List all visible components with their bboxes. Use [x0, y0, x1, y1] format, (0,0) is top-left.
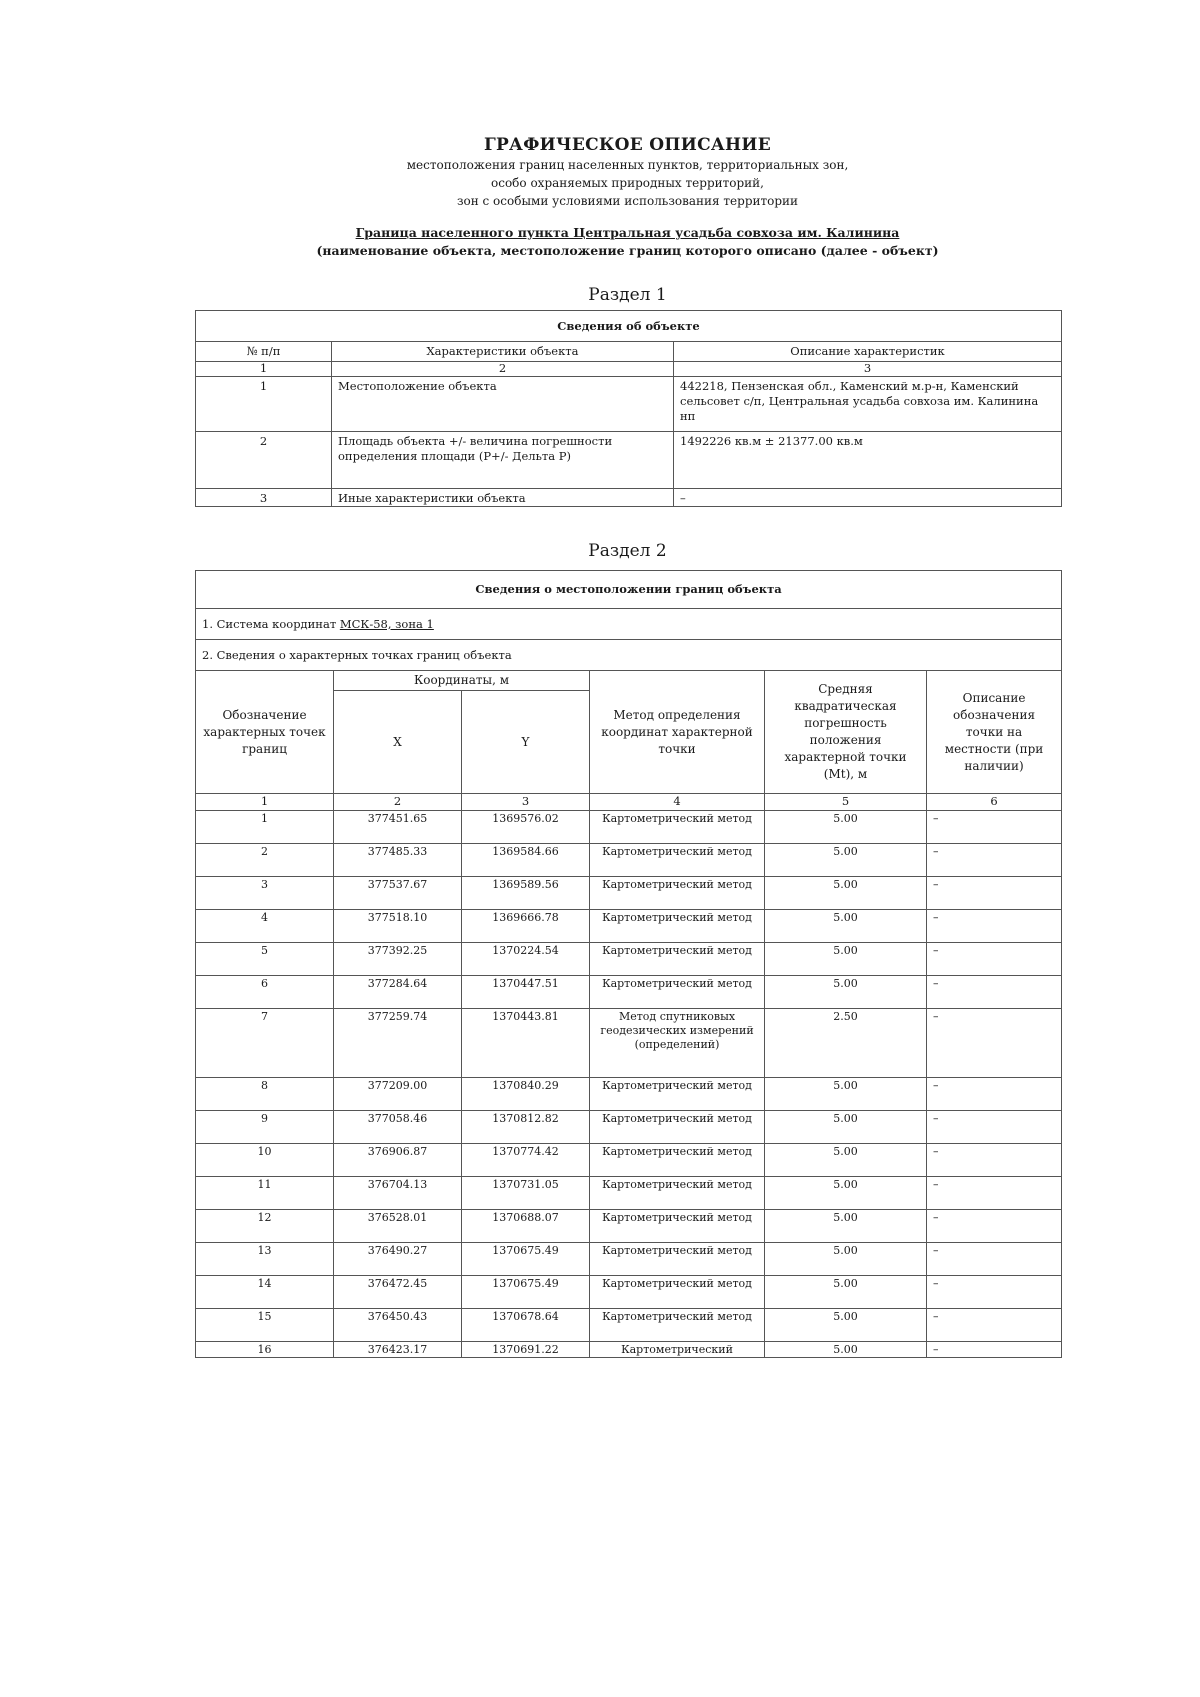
x-coordinate: 377485.33: [334, 844, 462, 877]
method-cell: Картометрический метод: [590, 1210, 765, 1243]
method-cell: Картометрический метод: [590, 943, 765, 976]
column-number: 3: [462, 794, 590, 811]
point-row: [196, 811, 1062, 844]
y-coordinate: 1370443.81: [462, 1009, 590, 1078]
rmse-cell: 5.00: [765, 1243, 927, 1276]
point-id: 2: [196, 844, 334, 877]
column-number: 2: [334, 794, 462, 811]
point-id: 4: [196, 910, 334, 943]
point-id: 11: [196, 1177, 334, 1210]
table-row: [196, 432, 1062, 489]
rmse-cell: 5.00: [765, 877, 927, 910]
method-cell: Картометрический метод: [590, 1177, 765, 1210]
point-row: [196, 910, 1062, 943]
points-title-row: [196, 640, 1062, 671]
table-caption: Сведения об объекте: [196, 311, 1062, 342]
x-coordinate: 377537.67: [334, 877, 462, 910]
rmse-cell: 5.00: [765, 1078, 927, 1111]
x-coordinate: 377259.74: [334, 1009, 462, 1078]
points-body: [196, 811, 1062, 1358]
x-coordinate: 377518.10: [334, 910, 462, 943]
x-coordinate: 377058.46: [334, 1111, 462, 1144]
y-coordinate: 1370678.64: [462, 1309, 590, 1342]
column-number-row: [196, 794, 1062, 811]
table-caption-row: [196, 311, 1062, 342]
method-cell: Картометрический метод: [590, 1144, 765, 1177]
point-id: 3: [196, 877, 334, 910]
point-id: 14: [196, 1276, 334, 1309]
points-title: 2. Сведения о характерных точках границ объекта: [196, 640, 1062, 671]
point-id: 13: [196, 1243, 334, 1276]
y-coordinate: 1370731.05: [462, 1177, 590, 1210]
point-description: –: [927, 1078, 1062, 1111]
point-row: [196, 976, 1062, 1009]
x-coordinate: 377451.65: [334, 811, 462, 844]
method-cell: Метод спутниковых геодезических измерений (определений): [590, 1009, 765, 1078]
object-name: Граница населенного пункта Центральная усадьба совхоза им. Калинина: [355, 225, 900, 240]
point-description: –: [927, 1276, 1062, 1309]
table-header-row: [196, 342, 1062, 362]
y-coordinate: 1369589.56: [462, 877, 590, 910]
title-block: [195, 134, 1060, 260]
point-id: 8: [196, 1078, 334, 1111]
point-row: [196, 877, 1062, 910]
row-number: 2: [196, 432, 332, 489]
header-method: Метод определения координат характерной точки: [590, 671, 765, 794]
description-cell: –: [674, 489, 1062, 507]
point-row: [196, 1243, 1062, 1276]
method-cell: Картометрический метод: [590, 844, 765, 877]
method-cell: Картометрический метод: [590, 910, 765, 943]
point-row: [196, 1009, 1062, 1078]
header-coordinates: Координаты, м: [334, 671, 590, 691]
point-description: –: [927, 877, 1062, 910]
y-coordinate: 1370774.42: [462, 1144, 590, 1177]
header-rmse: Средняя квадратическая погрешность положения характерной точки (Mt), м: [765, 671, 927, 794]
boundary-points-table: [195, 570, 1062, 1358]
rmse-cell: 5.00: [765, 943, 927, 976]
y-coordinate: 1370224.54: [462, 943, 590, 976]
point-id: 15: [196, 1309, 334, 1342]
point-row: [196, 1144, 1062, 1177]
point-id: 12: [196, 1210, 334, 1243]
x-coordinate: 376472.45: [334, 1276, 462, 1309]
rmse-cell: 5.00: [765, 1276, 927, 1309]
method-cell: Картометрический метод: [590, 976, 765, 1009]
coordinate-system: [196, 609, 1062, 640]
rmse-cell: 5.00: [765, 811, 927, 844]
rmse-cell: 5.00: [765, 1210, 927, 1243]
y-coordinate: 1370840.29: [462, 1078, 590, 1111]
rmse-cell: 5.00: [765, 976, 927, 1009]
header-designation: Обозначение характерных точек границ: [196, 671, 334, 794]
object-info-table: [195, 310, 1062, 507]
point-row: [196, 1276, 1062, 1309]
point-description: –: [927, 1111, 1062, 1144]
point-id: 5: [196, 943, 334, 976]
point-id: 1: [196, 811, 334, 844]
rmse-cell: 2.50: [765, 1009, 927, 1078]
table-caption: Сведения о местоположении границ объекта: [196, 571, 1062, 609]
x-coordinate: 376490.27: [334, 1243, 462, 1276]
point-description: –: [927, 910, 1062, 943]
header-y: Y: [462, 691, 590, 794]
table-header-row: [196, 671, 1062, 691]
rmse-cell: 5.00: [765, 910, 927, 943]
description-cell: 1492226 кв.м ± 21377.00 кв.м: [674, 432, 1062, 489]
point-id: 16: [196, 1342, 334, 1358]
point-row: [196, 1111, 1062, 1144]
document-title: ГРАФИЧЕСКОЕ ОПИСАНИЕ: [483, 135, 772, 155]
y-coordinate: 1370812.82: [462, 1111, 590, 1144]
coordinate-system-row: [196, 609, 1062, 640]
column-number: 2: [332, 362, 674, 377]
row-number: 1: [196, 377, 332, 432]
point-description: –: [927, 1210, 1062, 1243]
y-coordinate: 1370675.49: [462, 1243, 590, 1276]
method-cell: Картометрический метод: [590, 1309, 765, 1342]
point-row: [196, 1342, 1062, 1358]
point-row: [196, 1177, 1062, 1210]
rmse-cell: 5.00: [765, 1111, 927, 1144]
characteristic-cell: Иные характеристики объекта: [332, 489, 674, 507]
point-row: [196, 844, 1062, 877]
rmse-cell: 5.00: [765, 1342, 927, 1358]
characteristic-cell: Местоположение объекта: [332, 377, 674, 432]
header-x: X: [334, 691, 462, 794]
point-row: [196, 943, 1062, 976]
x-coordinate: 376704.13: [334, 1177, 462, 1210]
point-description: –: [927, 1144, 1062, 1177]
table-caption-row: [196, 571, 1062, 609]
point-description: –: [927, 811, 1062, 844]
description-cell: 442218, Пензенская обл., Каменский м.р-н, Каменский сельсовет с/п, Центральная усадьба совхоза им. Калинина нп: [674, 377, 1062, 432]
method-cell: Картометрический метод: [590, 1078, 765, 1111]
column-number: 6: [927, 794, 1062, 811]
method-cell: Картометрический: [590, 1342, 765, 1358]
method-cell: Картометрический метод: [590, 877, 765, 910]
characteristic-cell: Площадь объекта +/- величина погрешности определения площади (Р+/- Дельта Р): [332, 432, 674, 489]
x-coordinate: 377209.00: [334, 1078, 462, 1111]
y-coordinate: 1370691.22: [462, 1342, 590, 1358]
y-coordinate: 1369666.78: [462, 910, 590, 943]
point-row: [196, 1078, 1062, 1111]
section-2-heading: Раздел 2: [588, 541, 667, 561]
subtitle-line: местоположения границ населенных пунктов, территориальных зон,: [406, 158, 849, 172]
header-description: Описание обозначения точки на местности (при наличии): [927, 671, 1062, 794]
point-row: [196, 1210, 1062, 1243]
method-cell: Картометрический метод: [590, 811, 765, 844]
x-coordinate: 376528.01: [334, 1210, 462, 1243]
row-number: 3: [196, 489, 332, 507]
column-header: № п/п: [196, 342, 332, 362]
section-1-heading: Раздел 1: [588, 285, 667, 305]
point-description: –: [927, 1243, 1062, 1276]
point-row: [196, 1309, 1062, 1342]
coordinate-system-label: 1. Система координат: [202, 616, 340, 631]
method-cell: Картометрический метод: [590, 1276, 765, 1309]
column-number-row: [196, 362, 1062, 377]
point-id: 7: [196, 1009, 334, 1078]
point-id: 9: [196, 1111, 334, 1144]
rmse-cell: 5.00: [765, 1177, 927, 1210]
y-coordinate: 1369576.02: [462, 811, 590, 844]
y-coordinate: 1370675.49: [462, 1276, 590, 1309]
x-coordinate: 376906.87: [334, 1144, 462, 1177]
point-description: –: [927, 1342, 1062, 1358]
y-coordinate: 1370688.07: [462, 1210, 590, 1243]
table-row: [196, 489, 1062, 507]
point-description: –: [927, 1177, 1062, 1210]
rmse-cell: 5.00: [765, 1144, 927, 1177]
column-number: 5: [765, 794, 927, 811]
y-coordinate: 1370447.51: [462, 976, 590, 1009]
rmse-cell: 5.00: [765, 844, 927, 877]
rmse-cell: 5.00: [765, 1309, 927, 1342]
x-coordinate: 377284.64: [334, 976, 462, 1009]
point-id: 10: [196, 1144, 334, 1177]
y-coordinate: 1369584.66: [462, 844, 590, 877]
table-row: [196, 377, 1062, 432]
point-description: –: [927, 1309, 1062, 1342]
point-id: 6: [196, 976, 334, 1009]
method-cell: Картометрический метод: [590, 1243, 765, 1276]
x-coordinate: 376450.43: [334, 1309, 462, 1342]
point-description: –: [927, 976, 1062, 1009]
column-header: Описание характеристик: [674, 342, 1062, 362]
column-number: 1: [196, 362, 332, 377]
point-description: –: [927, 1009, 1062, 1078]
point-description: –: [927, 844, 1062, 877]
point-description: –: [927, 943, 1062, 976]
coordinate-system-value: МСК-58, зона 1: [339, 616, 434, 631]
x-coordinate: 377392.25: [334, 943, 462, 976]
x-coordinate: 376423.17: [334, 1342, 462, 1358]
object-name-note: (наименование объекта, местоположение границ которого описано (далее - объект): [316, 243, 939, 258]
column-header: Характеристики объекта: [332, 342, 674, 362]
subtitle-line: особо охраняемых природных территорий,: [491, 176, 764, 190]
column-number: 3: [674, 362, 1062, 377]
method-cell: Картометрический метод: [590, 1111, 765, 1144]
column-number: 4: [590, 794, 765, 811]
column-number: 1: [196, 794, 334, 811]
subtitle-line: зон с особыми условиями использования территории: [456, 194, 799, 208]
